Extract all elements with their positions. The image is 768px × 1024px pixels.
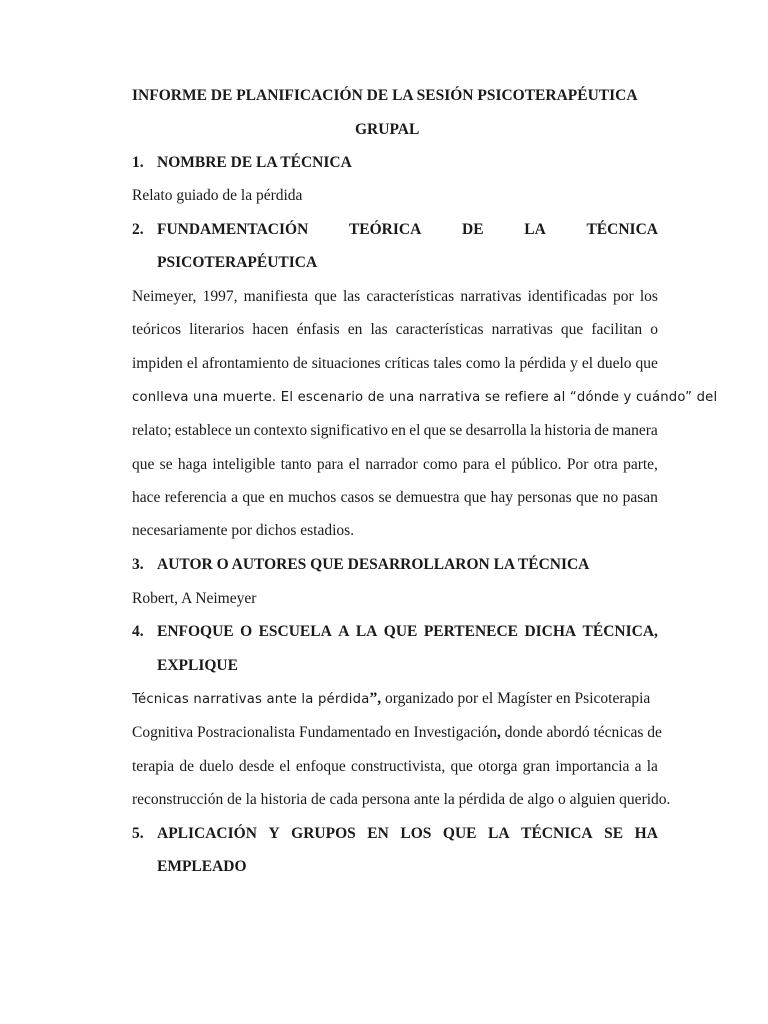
- word: parte,: [623, 456, 658, 473]
- section-1-body: Relato guiado de la pérdida: [132, 187, 303, 204]
- word: que: [132, 456, 155, 473]
- section-2-heading: [157, 220, 658, 240]
- word: como: [465, 355, 501, 372]
- word: a: [231, 489, 238, 506]
- section-2-body-line: [132, 287, 658, 307]
- word: TÉCNICA: [586, 221, 658, 238]
- word: y: [570, 355, 578, 372]
- word: identificadas: [527, 288, 607, 305]
- word: facilitan: [591, 321, 643, 338]
- word: en: [347, 321, 363, 338]
- word: haga: [177, 456, 208, 473]
- word: un: [234, 422, 251, 439]
- word: la: [504, 355, 516, 372]
- word: contexto: [253, 422, 308, 439]
- word: enfoque: [295, 758, 346, 775]
- section-3-heading: AUTOR O AUTORES QUE DESARROLLARON LA TÉCNICA: [157, 556, 590, 573]
- word: el: [409, 422, 421, 439]
- word: el: [279, 758, 291, 775]
- section-4-body-line: [132, 757, 658, 777]
- word: Neimeyer,: [132, 288, 197, 305]
- section-2-body-line: [132, 421, 658, 441]
- word: que: [314, 288, 337, 305]
- section-5-heading-continued: EMPLEADO: [157, 858, 247, 875]
- body-text-segment: El escenario de una narrativa se refiere al “dónde y cuándo” del: [276, 390, 718, 405]
- word: TEÓRICA: [348, 221, 422, 238]
- word: otorga: [478, 758, 518, 775]
- word: los: [639, 288, 658, 305]
- word: personas: [517, 489, 572, 506]
- body-text-segment: donde abordó técnicas de: [500, 724, 662, 741]
- word: en: [269, 489, 284, 506]
- word: PERTENECE: [423, 623, 519, 640]
- body-text-segment: organizado por el Magíster en Psicoterapia: [381, 690, 651, 707]
- word: LA: [488, 825, 510, 842]
- word: críticas: [384, 355, 430, 372]
- word: historia: [544, 422, 591, 439]
- word: en: [391, 422, 406, 439]
- word: pasan: [622, 489, 658, 506]
- word: hace: [132, 489, 161, 506]
- word: APLICACIÓN: [157, 825, 257, 842]
- word: manera: [612, 422, 658, 439]
- word: que: [560, 321, 584, 338]
- word: teóricos: [132, 321, 182, 338]
- word: EN: [367, 825, 389, 842]
- word: se: [449, 422, 463, 439]
- word: para: [462, 456, 490, 473]
- section-2-body-line: [132, 455, 658, 475]
- word: HA: [634, 825, 658, 842]
- word: público.: [511, 456, 562, 473]
- word: casos: [340, 489, 375, 506]
- document-title: INFORME DE PLANIFICACIÓN DE LA SESIÓN PSICOTERAPÉUTICA: [132, 87, 638, 104]
- section-2-body-line: [132, 320, 658, 340]
- word: de: [594, 422, 609, 439]
- section-2-body-line: [132, 387, 717, 408]
- word: duelo: [199, 758, 234, 775]
- word: narrativas: [460, 288, 522, 305]
- word: QUE: [383, 623, 418, 640]
- word: desarrolla: [465, 422, 527, 439]
- word: se: [378, 489, 392, 506]
- word: tanto: [280, 456, 312, 473]
- word: las: [342, 288, 361, 305]
- word: afrontamiento: [202, 355, 290, 372]
- word: SE: [604, 825, 624, 842]
- word: demuestra: [395, 489, 460, 506]
- word: de: [179, 758, 195, 775]
- word: constructivista,: [350, 758, 446, 775]
- word: para: [316, 456, 344, 473]
- word: DICHA: [524, 623, 577, 640]
- section-3-body: Robert, A Neimeyer: [132, 590, 257, 607]
- word: que: [423, 422, 447, 439]
- word: que: [450, 758, 473, 775]
- word: de: [293, 355, 308, 372]
- section-2-number: 2.: [132, 221, 144, 238]
- word: tales: [433, 355, 462, 372]
- word: gran: [522, 758, 551, 775]
- body-text-segment: ,: [497, 724, 501, 741]
- section-2-heading-continued: PSICOTERAPÉUTICA: [157, 254, 318, 271]
- word: situaciones: [311, 355, 381, 372]
- section-1-number: 1.: [132, 154, 144, 171]
- word: TÉCNICA: [521, 825, 593, 842]
- word: 1997,: [202, 288, 238, 305]
- word: referencia: [164, 489, 227, 506]
- word: el: [186, 355, 199, 372]
- word: como: [423, 456, 458, 473]
- word: O: [240, 623, 253, 640]
- word: TÉCNICA,: [582, 623, 658, 640]
- word: hacen: [252, 321, 289, 338]
- word: las: [370, 321, 388, 338]
- word: que: [576, 489, 599, 506]
- word: la: [529, 422, 542, 439]
- word: o: [650, 321, 658, 338]
- word: Por: [566, 456, 589, 473]
- section-1-heading: NOMBRE DE LA TÉCNICA: [157, 154, 352, 171]
- word: otra: [593, 456, 618, 473]
- word: el: [494, 456, 506, 473]
- word: énfasis: [296, 321, 340, 338]
- word: FUNDAMENTACIÓN: [157, 221, 309, 238]
- word: características: [395, 321, 484, 338]
- section-4-body-line: [132, 723, 662, 743]
- word: LA: [355, 623, 378, 640]
- word: terapia: [132, 758, 175, 775]
- word: el: [348, 456, 360, 473]
- word: literarios: [189, 321, 245, 338]
- section-5-heading: [157, 824, 658, 844]
- word: duelo: [597, 355, 632, 372]
- section-4-number: 4.: [132, 623, 144, 640]
- section-4-body-line: reconstrucción de la historia de cada persona ante la pérdida de algo o alguien querido.: [132, 791, 671, 808]
- word: la: [646, 758, 658, 775]
- word: que: [463, 489, 487, 506]
- body-text-segment: Técnicas narrativas ante la pérdida: [132, 692, 370, 707]
- word: no: [602, 489, 619, 506]
- word: LOS: [400, 825, 432, 842]
- word: DE: [462, 221, 484, 238]
- word: QUE: [442, 825, 477, 842]
- word: ENFOQUE: [157, 623, 234, 640]
- document-title-continued: GRUPAL: [355, 121, 420, 138]
- section-4-heading-continued: EXPLIQUE: [157, 657, 238, 674]
- word: hay: [490, 489, 514, 506]
- word: inteligible: [212, 456, 276, 473]
- word: a: [634, 758, 642, 775]
- section-3-number: 3.: [132, 556, 144, 573]
- word: manifiesta: [243, 288, 309, 305]
- word: ESCUELA: [258, 623, 332, 640]
- word: por: [613, 288, 634, 305]
- word: pérdida: [519, 355, 567, 372]
- word: Y: [268, 825, 280, 842]
- word: narrativas: [491, 321, 553, 338]
- section-2-body-line: [132, 488, 658, 508]
- word: características: [366, 288, 455, 305]
- word: LA: [524, 221, 546, 238]
- word: significativo: [310, 422, 388, 439]
- word: se: [159, 456, 173, 473]
- word: GRUPOS: [291, 825, 356, 842]
- word: desde: [238, 758, 275, 775]
- word: relato;: [132, 422, 172, 439]
- word: importancia: [555, 758, 630, 775]
- section-4-heading: [157, 622, 658, 642]
- word: que: [242, 489, 265, 506]
- word: A: [338, 623, 350, 640]
- section-2-body-line: necesariamente por dichos estadios.: [132, 522, 355, 539]
- word: el: [581, 355, 594, 372]
- body-text-segment: conlleva una muerte.: [132, 390, 277, 405]
- section-4-body-line: [132, 689, 650, 710]
- word: establece: [174, 422, 232, 439]
- word: muchos: [288, 489, 337, 506]
- word: narrador: [365, 456, 418, 473]
- body-text-segment: Cognitiva Postracionalista Fundamentado en Investigación: [132, 724, 498, 741]
- body-text-segment: ”,: [369, 690, 382, 707]
- section-2-body-line: [132, 354, 658, 374]
- word: que: [635, 355, 658, 372]
- section-5-number: 5.: [132, 825, 144, 842]
- word: impiden: [132, 355, 183, 372]
